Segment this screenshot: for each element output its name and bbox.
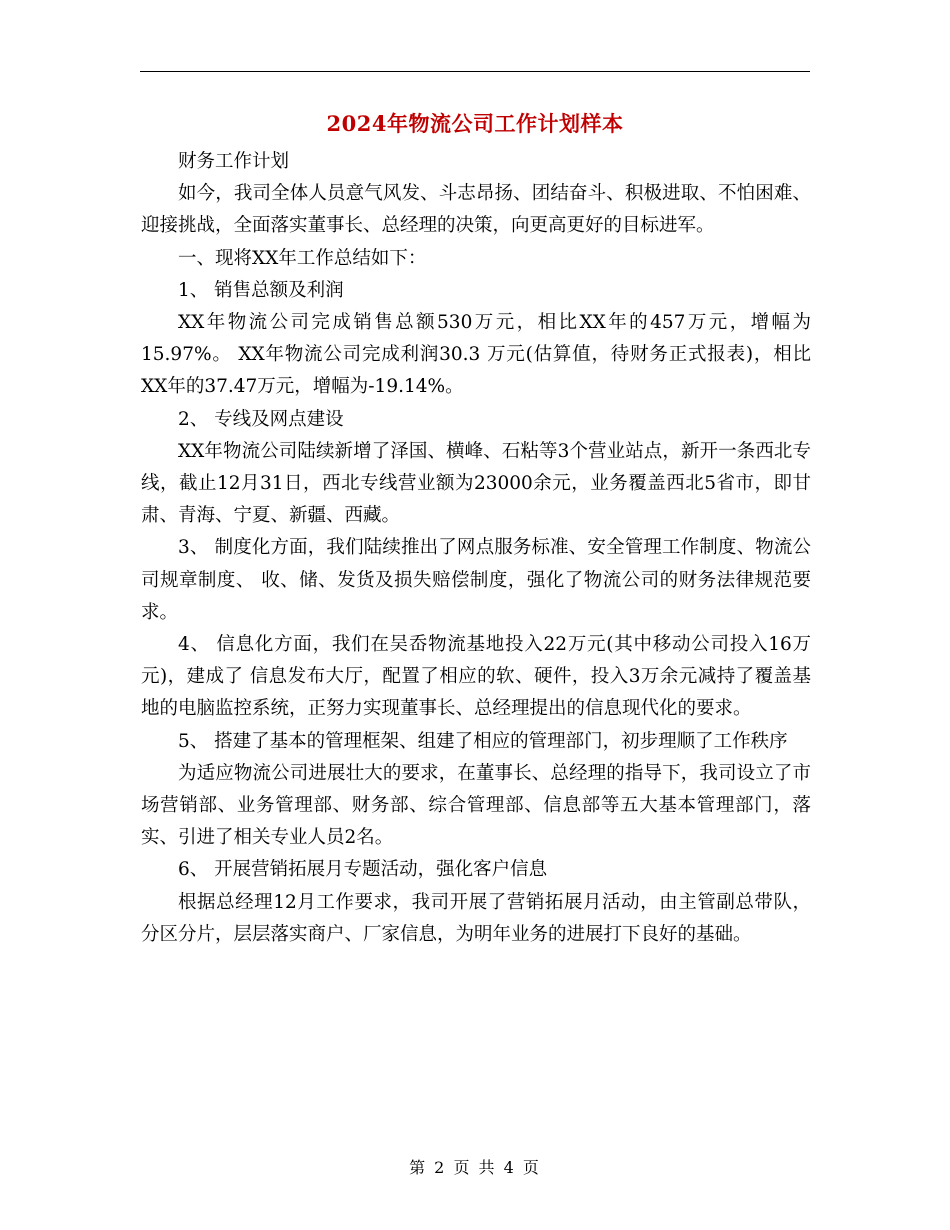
paragraph: 根据总经理12月工作要求，我司开展了营销拓展月活动，由主管副总带队，分区分片，层层落实商户、厂家信息，为明年业务的进展打下良好的基础。	[141, 891, 811, 945]
paragraph: 为适应物流公司进展壮大的要求，在董事长、总经理的指导下，我司设立了市场营销部、业务管理部、财务部、综合管理部、信息部等五大基本管理部门，落实、引进了相关专业人员2名。	[141, 762, 811, 849]
paragraph: 5、 搭建了基本的管理框架、组建了相应的管理部门，初步理顺了工作秩序	[178, 730, 788, 752]
paragraph: 2、 专线及网点建设	[178, 408, 344, 430]
document-title: 2024年物流公司工作计划样本	[326, 111, 624, 136]
paragraph: 1、 销售总额及利润	[178, 279, 344, 301]
paragraph: XX年物流公司完成销售总额530万元，相比XX年的457万元，增幅为15.97%。 XX年物流公司完成利润30.3 万元(估算值，待财务正式报表)，相比XX年的37.47万元，增幅为-19.14%。	[141, 312, 811, 398]
document-body	[141, 146, 811, 951]
header-rule	[140, 71, 810, 72]
paragraph: 4、 信息化方面，我们在吴岙物流基地投入22万元(其中移动公司投入16万元)，建成了 信息发布大厅，配置了相应的软、硬件，投入3万余元减持了覆盖基地的电脑监控系统，正努力实现董事长、总经理提出的信息现代化的要求。	[141, 634, 811, 720]
paragraph: XX年物流公司陆续新增了泽国、横峰、石粘等3个营业站点，新开一条西北专线，截止12月31日，西北专线营业额为23000余元，业务覆盖西北5省市，即甘肃、青海、宁夏、新疆、西藏。	[141, 440, 811, 527]
page-footer: 第 2 页 共 4 页	[409, 1158, 541, 1177]
paragraph: 3、 制度化方面，我们陆续推出了网点服务标准、安全管理工作制度、物流公司规章制度、 收、储、发货及损失赔偿制度，强化了物流公司的财务法律规范要求。	[141, 537, 811, 623]
paragraph: 如今，我司全体人员意气风发、斗志昂扬、团结奋斗、积极进取、不怕困难、迎接挑战，全面落实董事长、总经理的决策，向更高更好的目标进军。	[141, 183, 811, 237]
paragraph: 6、 开展营销拓展月专题活动，强化客户信息	[178, 859, 548, 881]
paragraph: 财务工作计划	[178, 151, 290, 172]
paragraph: 一、现将XX年工作总结如下：	[178, 247, 427, 269]
